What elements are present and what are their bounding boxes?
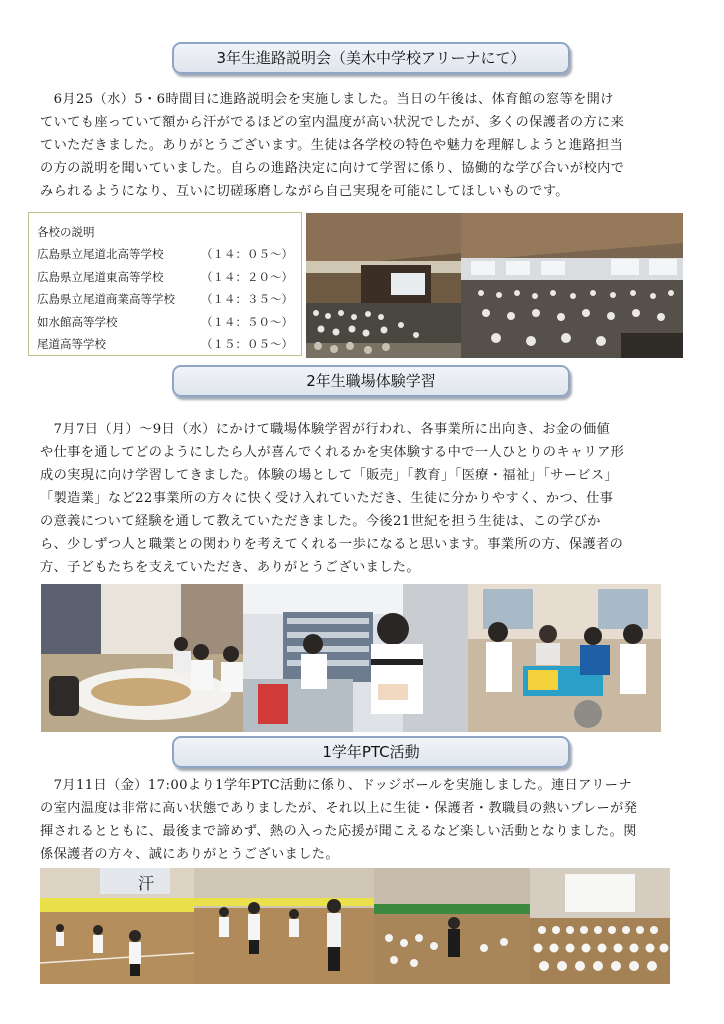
section-3-line: 7月11日（金）17:00より1学年PTC活動に係り、ドッジボールを実施しました。連日アリーナ (40, 778, 632, 793)
section-3-line: 揮されるとともに、最後まで諦めず、熱の入った応援が聞こえるなど楽しい活動となりました。関 (40, 824, 637, 839)
section-3-line: の室内温度は非常に高い状態でありましたが、それ以上に生徒・保護者・教職員の熱いプレーが発 (40, 801, 638, 816)
section-2-line: ら、少しずつ人と職業との関わりを考えてくれる一歩になると思います。事業所の方、保護者の (40, 537, 624, 552)
school-time: （１４：２０〜） (201, 269, 293, 284)
photo-workplace-bedding (41, 584, 243, 732)
section-1-heading (172, 42, 570, 74)
section-2-line: 方、子どもたちを支えていただき、ありがとうございました。 (40, 560, 420, 575)
school-row (37, 266, 293, 289)
section-2-body (40, 418, 692, 579)
school-row (37, 288, 293, 311)
section-2-line: の意義について経験を通して教えていただきました。今後21世紀を担う生徒は、この学びか (40, 514, 601, 529)
section-1-line: 6月25（水）5・6時間目に進路説明会を実施しました。当日の午後は、体育館の窓等を開け (40, 92, 614, 107)
section-2-title: 2年生職場体験学習 (306, 372, 436, 390)
section-1-line: ていただきました。ありがとうございます。生徒は各学校の特色や魅力を理解しようと進路担当 (40, 138, 624, 153)
photo-dodgeball-group (530, 868, 670, 984)
section-2-line: や仕事を通してどのようにしたら人が喜んでくれるかを実体験する中で一人ひとりのキャリア形 (40, 445, 625, 460)
section-1-body (40, 88, 692, 203)
school-schedule-box (28, 212, 302, 356)
section-1-title: 3年生進路説明会（美木中学校アリーナにて） (216, 49, 526, 67)
section-2-line: 成の実現に向け学習してきました。体験の場として「販売」「教育」「医療・福祉」「サービス」 (40, 468, 619, 483)
section-1-line: ていても座っていて額から汗がでるほどの室内温度が高い状況でしたが、多くの保護者の方に来 (40, 115, 625, 130)
school-time: （１４：５０〜） (201, 314, 293, 329)
photo-gym-stage (306, 213, 461, 358)
school-time: （１５：０５〜） (201, 337, 293, 351)
school-row (37, 311, 293, 334)
photo-banner-text: 汗 (138, 874, 155, 893)
section-3-body (40, 774, 692, 866)
photo-gym-audience (461, 213, 683, 358)
photo-dodgeball-court (40, 868, 194, 984)
school-row (37, 243, 293, 266)
school-time: （１４：３５〜） (201, 292, 293, 306)
photo-workplace-store (243, 584, 468, 732)
section-2-line: 「製造業」など22事業所の方々に快く受け入れていただき、生徒に分かりやすく、かつ、仕事 (40, 491, 614, 506)
section-3-title: 1学年PTC活動 (322, 743, 420, 761)
school-schedule-title: 各校の説明 (37, 225, 95, 239)
school-name: 広島県立尾道北高等学校 (37, 247, 164, 261)
school-name: 如水館高等学校 (37, 314, 118, 329)
school-time: （１４：０５〜） (201, 247, 293, 261)
photo-workplace-education (468, 584, 661, 732)
school-name: 広島県立尾道東高等学校 (37, 269, 164, 284)
school-name: 広島県立尾道商業高等学校 (37, 292, 175, 306)
section-2-line: 7月7日（月）〜9日（水）にかけて職場体験学習が行われ、各事業所に出向き、お金の価値 (40, 422, 611, 437)
school-name: 尾道高等学校 (37, 337, 106, 351)
section-2-heading (172, 365, 570, 397)
section-1-line: みられるようになり、互いに切磋琢磨しながら自己実現を可能にしてほしいものです。 (40, 184, 569, 199)
section-3-line: 係保護者の方々、誠にありがとうございました。 (40, 847, 339, 862)
photo-dodgeball-play (194, 868, 374, 984)
photo-dodgeball-crowd (374, 868, 530, 984)
section-1-line: の方の説明を聞いていました。自らの進路決定に向けて学習に係り、協働的な学び合いが校内で (40, 161, 625, 176)
section-3-heading (172, 736, 570, 768)
school-row (37, 333, 293, 356)
